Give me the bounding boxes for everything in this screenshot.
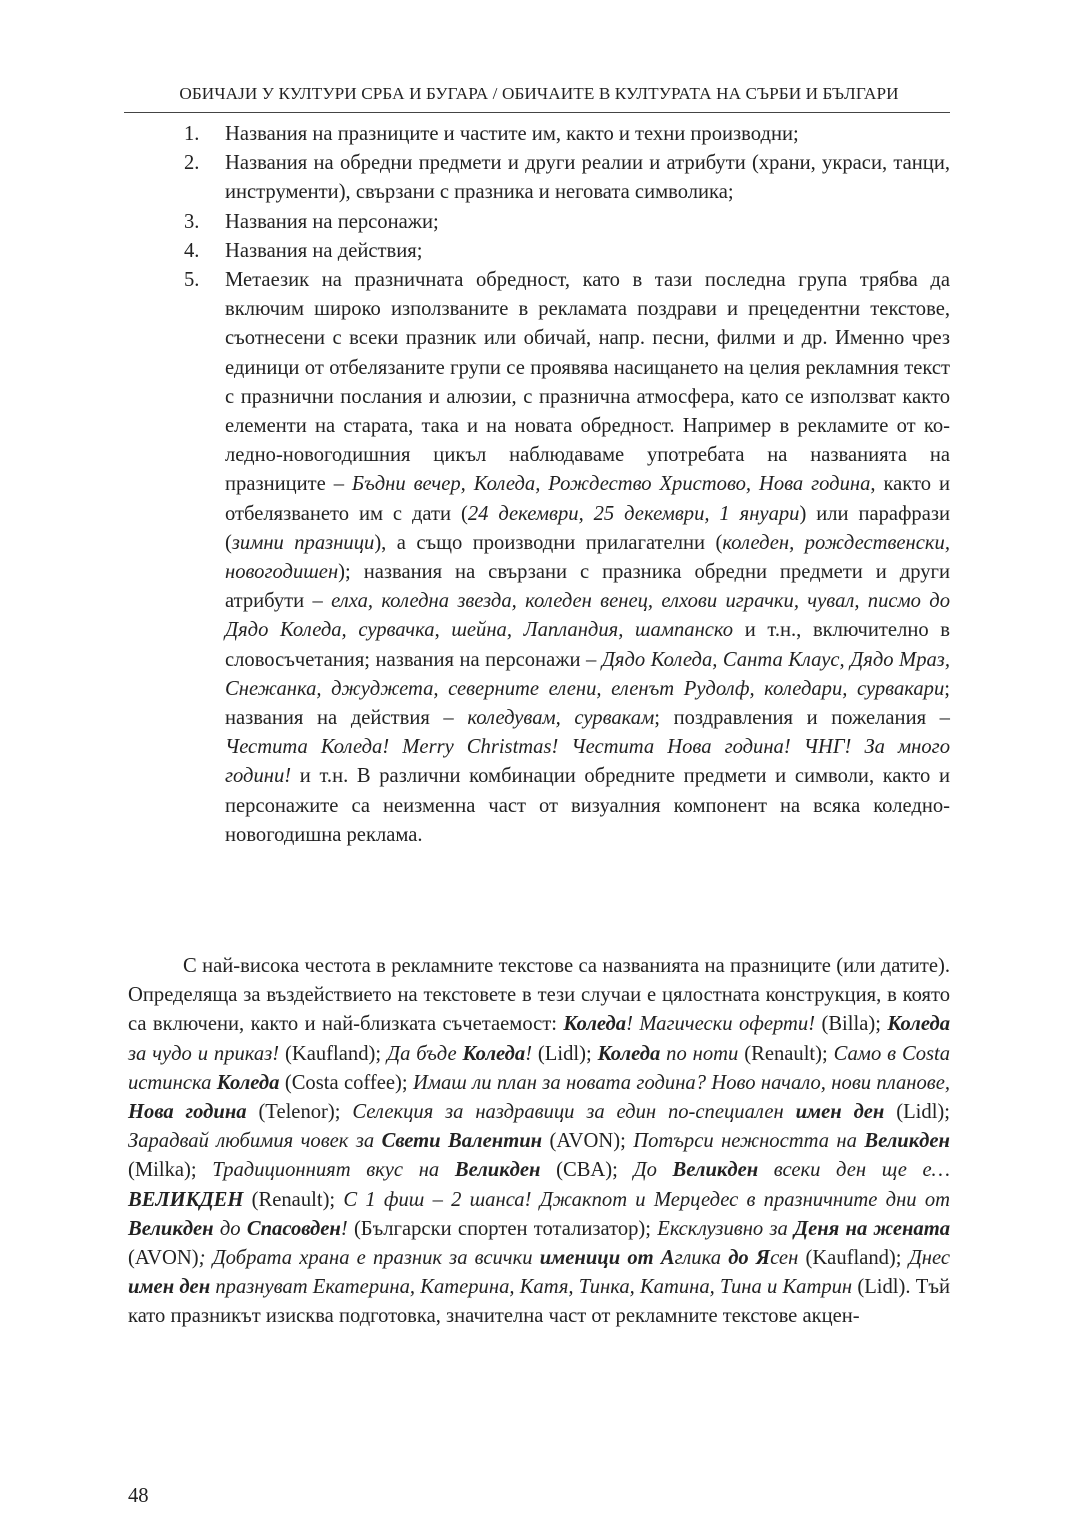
- header-rule: [124, 112, 950, 113]
- list-item-text: Названия на обредни предмети и други реалии и атрибути (храни, украси, танци, инструменти), свързани с празника и неговата символика;: [225, 152, 950, 204]
- list-number: 4.: [184, 239, 200, 262]
- list-item-text: Названия на празниците и частите им, както и техни производни;: [225, 123, 799, 145]
- list-item-text: Названия на действия;: [225, 239, 423, 262]
- list-item: [128, 266, 950, 850]
- list-item-text: Метаезик на празничната обредност, като в тази последна група трябва да включим широко използваните в рекламата поздрави и прецедентни текстове, съотнесени с всеки празник или обичай, напр. песни, филми и др. Именно чрез единици от отбелязаните групи се проявява насищането на целия рекламния текст с празнични послания и алюзии, с празнична атмосфера, като се използват както елементи на старата, така и на новата обредност. Например в рекламите от коледно-новогодишния цикъл наблюдаваме употребата на названията на празниците – Бъдни вечер, Коледа, Рождество Христово, Нова година, както и отбелязването им с дати (24 декември, 25 декември, 1 януари) или парафрази (зимни празници), а също производни прилагателни (коледен, рождественски, новогодишен); названия на свързани с празника обредни предмети и други атрибути – елха, коледна звезда, коледен венец, елхови играчки, чувал, писмо до Дядо Коледа, сурвачка, шейна, Лапландия, шампанско и т.н., включително в словосъчетания; названия на персонажи – Дядо Коледа, Санта Клаус, Дядо Мраз, Снежанка, джуджета, северните елени, еленът Рудолф, коледари, сурвакари; названия на действия – коледувам, сурвакам; поздравления и пожелания – Честита Коледа! Merry Christmas! Честита Нова година! ЧНГ! За много години! и т.н. В различни комбинации обредните предмети и символи, както и персонажите са неизменна част от визуалния компонент на всяка коледно-новогодишна реклама.: [225, 269, 951, 846]
- list-item: [128, 149, 950, 207]
- list-item: [128, 120, 950, 149]
- numbered-list: [128, 120, 950, 850]
- body-paragraph: С най-висока честота в рекламните текстове са названията на празниците (или датите). Определяща за въздействието на текстовете в тези случаи е цялостната конструкция, в която са включени, както и най-близката съчетаемост: Коледа! Магически оферти! (Billa); Коледа за чудо и приказ! (Kaufland); Да бъде Коледа! (Lidl); Коледа по ноти (Renault); Само в Costa истинска Коледа (Costa coffee); Имаш ли план за новата година? Ново начало, нови планове, Нова година (Telenor); Селекция за наздравици за един по-специален имен ден (Lidl); Зарадвай любимия човек за Свети Валентин (AVON); Потърси нежността на Великден (Milka); Традиционният вкус на Великден (CBA); До Великден всеки ден ще е… ВЕЛИКДЕН (Renault); С 1 фиш – 2 шанса! Джакпот и Мерцедес в празничните дни от Великден до Спасовден! (Български спортен тотализатор); Ексклузивно за Деня на жената (AVON); Добрата храна е празник за всички именици от Аглика до Ясен (Kaufland); Днес имен ден празнуват Екатерина, Катерина, Катя, Тинка, Катина, Тина и Катрин (Lidl). Тъй като празникът изисква подготовка, значителна част от рекламните текстове акцен-: [128, 955, 951, 1328]
- list-number: 1.: [184, 123, 200, 145]
- list-item: [128, 237, 950, 266]
- running-head: ОБИЧАЈИ У КУЛТУРИ СРБА И БУГАРА / ОБИЧАИТЕ В КУЛТУРАТА НА СЪРБИ И БЪЛГАРИ: [179, 84, 899, 103]
- page-number: 48: [128, 1485, 149, 1507]
- list-number: 3.: [184, 210, 200, 233]
- list-number: 2.: [184, 152, 200, 175]
- list-item-text: Названия на персонажи;: [225, 210, 439, 233]
- list-number: 5.: [184, 269, 200, 292]
- list-item: [128, 208, 950, 237]
